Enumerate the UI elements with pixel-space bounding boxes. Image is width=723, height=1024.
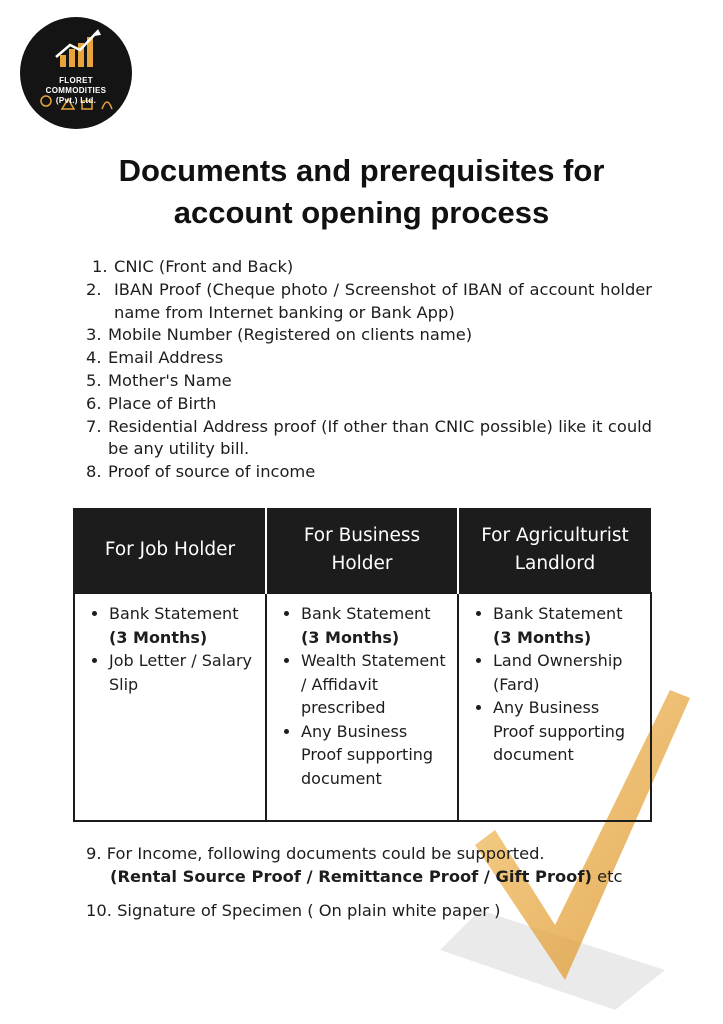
title-line-1: Documents and prerequisites for bbox=[118, 153, 605, 188]
item-number: 1. bbox=[92, 257, 108, 276]
logo-name: FLORET bbox=[59, 76, 93, 85]
list-item bbox=[86, 347, 652, 370]
list-item bbox=[86, 393, 652, 416]
item-text: Mobile Number (Registered on clients name) bbox=[108, 325, 473, 345]
requirements-list bbox=[86, 256, 652, 484]
list-item bbox=[86, 279, 652, 325]
item-text: Signature of Specimen ( On plain white paper ) bbox=[117, 901, 501, 920]
column-header-business-holder: For Business Holder bbox=[266, 508, 458, 593]
income-supporting-note bbox=[86, 842, 666, 888]
list-item bbox=[86, 324, 652, 347]
agriculturist-landlord-cell bbox=[458, 593, 651, 821]
item-text: For Income, following documents could be supported. bbox=[106, 844, 545, 863]
logo-subname: COMMODITIES bbox=[45, 86, 107, 95]
item-number: 8. bbox=[86, 462, 102, 482]
list-item bbox=[301, 602, 451, 649]
item-number: 2. bbox=[86, 279, 102, 299]
item-number: 6. bbox=[86, 393, 102, 413]
item-emphasis: (3 Months) bbox=[301, 627, 400, 647]
page-title bbox=[0, 150, 723, 234]
supported-documents: (Rental Source Proof / Remittance Proof / Gift Proof) bbox=[110, 867, 592, 886]
job-holder-cell bbox=[74, 593, 266, 821]
item-emphasis: (3 Months) bbox=[493, 627, 592, 647]
item-text: Place of Birth bbox=[108, 393, 217, 413]
column-header-agriculturist-landlord: For Agriculturist Landlord bbox=[458, 508, 651, 593]
list-item: • Wealth Statement / Affidavit prescribed bbox=[301, 649, 451, 720]
logo-suffix: (Pvt.) Ltd. bbox=[55, 96, 97, 105]
list-item: • Land Ownership (Fard) bbox=[493, 649, 644, 696]
title-line-2: account opening process bbox=[173, 195, 550, 230]
list-item bbox=[86, 461, 652, 484]
signature-specimen-note bbox=[86, 899, 666, 922]
rising-bars-icon bbox=[20, 17, 132, 129]
list-item: • Any Business Proof supporting document bbox=[493, 696, 644, 767]
item-number: 10. bbox=[86, 901, 112, 920]
item-text: CNIC (Front and Back) bbox=[114, 257, 294, 276]
column-header-job-holder: For Job Holder bbox=[74, 508, 266, 593]
list-item bbox=[86, 416, 652, 462]
list-item bbox=[493, 602, 644, 649]
item-text: IBAN Proof (Cheque photo / Screenshot of IBAN of account holder name from Internet banking or Bank App) bbox=[114, 279, 652, 322]
item-text: Residential Address proof (If other than CNIC possible) like it could be any utility bill. bbox=[108, 416, 652, 459]
item-number: 7. bbox=[86, 416, 102, 436]
item-text: Bank Statement bbox=[109, 604, 239, 623]
item-suffix: etc bbox=[597, 867, 623, 886]
item-number: 4. bbox=[86, 348, 102, 368]
item-number: 9. bbox=[86, 844, 102, 863]
list-item bbox=[109, 602, 259, 649]
item-text: Mother's Name bbox=[108, 370, 232, 390]
list-item bbox=[86, 256, 652, 279]
company-logo bbox=[20, 17, 132, 129]
list-item: • Job Letter / Salary Slip bbox=[109, 649, 259, 696]
income-proof-table bbox=[73, 508, 652, 822]
item-text: Proof of source of income bbox=[108, 462, 316, 482]
item-number: 3. bbox=[86, 325, 102, 345]
item-number: 5. bbox=[86, 370, 102, 390]
item-text: Bank Statement bbox=[493, 604, 623, 623]
item-text: Email Address bbox=[108, 348, 224, 368]
business-holder-cell bbox=[266, 593, 458, 821]
list-item bbox=[86, 370, 652, 393]
item-emphasis: (3 Months) bbox=[109, 627, 208, 647]
item-text: Bank Statement bbox=[301, 604, 431, 623]
list-item: • Any Business Proof supporting document bbox=[301, 720, 451, 791]
